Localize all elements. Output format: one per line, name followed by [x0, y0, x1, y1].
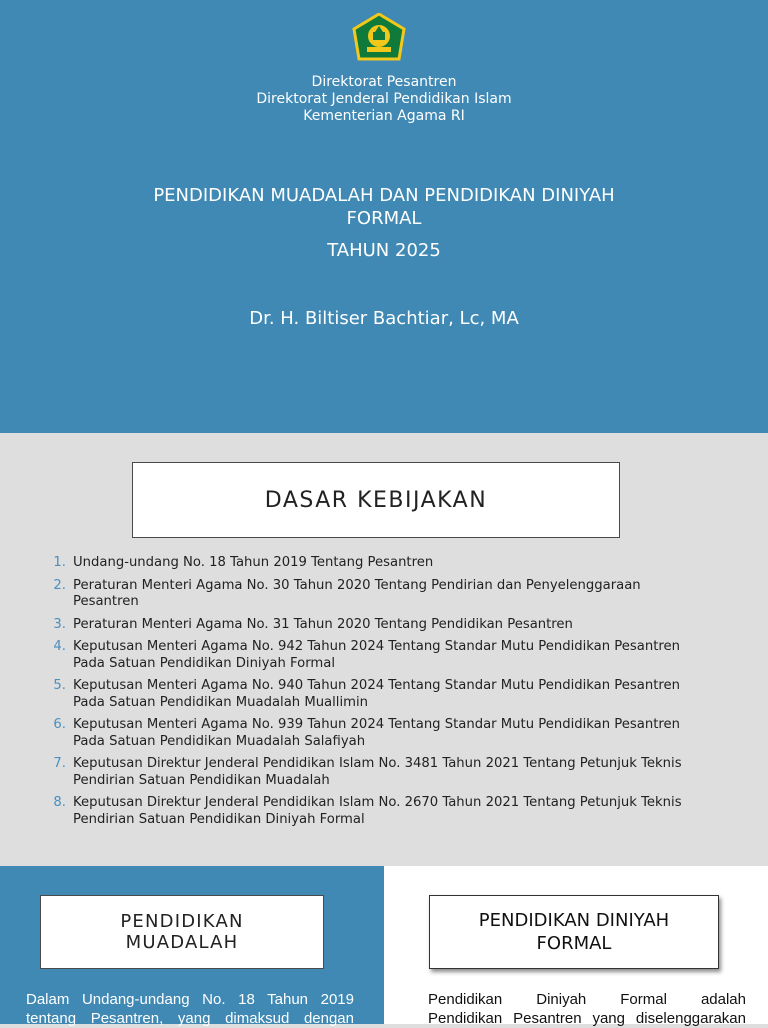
title-slide — [0, 0, 768, 433]
list-text-line: Keputusan Direktur Jenderal Pendidikan Islam No. 2670 Tahun 2021 Tentang Petunjuk Teknis — [73, 795, 682, 810]
list-text — [73, 578, 641, 611]
list-number: 1. — [53, 555, 66, 570]
list-text-line: Keputusan Menteri Agama No. 939 Tahun 2024 Tentang Standar Mutu Pendidikan Pesantren — [73, 717, 680, 732]
policy-list — [48, 555, 708, 834]
paragraph-line: Pendidikan Diniyah Formal adalah — [428, 991, 746, 1008]
list-text-line: Undang-undang No. 18 Tahun 2019 Tentang Pesantren — [73, 555, 434, 570]
list-number: 6. — [53, 717, 66, 732]
list-item — [48, 678, 708, 711]
policy-title-box — [132, 462, 620, 538]
list-item — [48, 717, 708, 750]
list-text-line: Keputusan Menteri Agama No. 940 Tahun 2024 Tentang Standar Mutu Pendidikan Pesantren — [73, 678, 680, 693]
paragraph-line: Pendidikan Pesantren yang diselenggarakan — [428, 1010, 746, 1027]
list-text-line: Pada Satuan Pendidikan Diniyah Formal — [73, 655, 335, 671]
list-text-line: Keputusan Menteri Agama No. 942 Tahun 2024 Tentang Standar Mutu Pendidikan Pesantren — [73, 639, 680, 654]
list-text — [73, 639, 680, 672]
list-item — [48, 639, 708, 672]
list-text-line: Pada Satuan Pendidikan Muadalah Salafiyah — [73, 733, 366, 749]
org-line-1: Direktorat Pesantren — [311, 74, 457, 90]
muadalah-title-line-1: PENDIDIKAN — [120, 911, 244, 932]
list-item — [48, 617, 708, 634]
diniyah-paragraph — [428, 990, 746, 1028]
author-name: Dr. H. Biltiser Bachtiar, Lc, MA — [249, 308, 519, 329]
kemenag-emblem-icon — [352, 13, 406, 63]
policy-title: DASAR KEBIJAKAN — [264, 487, 488, 513]
slide-title-line-1: PENDIDIKAN MUADALAH DAN PENDIDIKAN DINIYAH — [153, 185, 615, 206]
list-text-line: Pendirian Satuan Pendidikan Diniyah Formal — [73, 811, 365, 827]
list-text — [73, 795, 682, 828]
diniyah-title-box — [429, 895, 719, 969]
list-number: 8. — [53, 795, 66, 810]
list-item — [48, 578, 708, 611]
list-number: 7. — [53, 756, 66, 771]
list-text — [73, 717, 680, 750]
paragraph-line: tentang Pesantren, yang dimaksud dengan — [26, 1010, 354, 1027]
list-item — [48, 756, 708, 789]
list-text — [73, 678, 680, 711]
list-item — [48, 795, 708, 828]
list-text-line: Pendirian Satuan Pendidikan Muadalah — [73, 772, 330, 788]
policy-slide — [0, 433, 768, 866]
slide-title-line-2: FORMAL — [346, 208, 422, 229]
list-text-line: Keputusan Direktur Jenderal Pendidikan Islam No. 3481 Tahun 2021 Tentang Petunjuk Teknis — [73, 756, 682, 771]
list-text — [73, 617, 573, 634]
muadalah-title-box — [40, 895, 324, 969]
slide-title-year: TAHUN 2025 — [327, 240, 441, 261]
list-text-line: Pesantren — [73, 594, 139, 609]
muadalah-paragraph — [26, 990, 354, 1028]
muadalah-slide — [0, 866, 384, 1027]
list-text — [73, 756, 682, 789]
list-text-line: Peraturan Menteri Agama No. 30 Tahun 2020 Tentang Pendirian dan Penyelenggaraan — [73, 577, 641, 593]
diniyah-slide — [384, 866, 768, 1027]
list-text-line: Peraturan Menteri Agama No. 31 Tahun 2020 Tentang Pendidikan Pesantren — [73, 616, 573, 632]
paragraph-line: Dalam Undang-undang No. 18 Tahun 2019 — [26, 991, 354, 1008]
org-line-2: Direktorat Jenderal Pendidikan Islam — [256, 91, 512, 107]
list-item — [48, 555, 708, 572]
list-text — [73, 555, 433, 572]
diniyah-title-line-2: FORMAL — [536, 933, 612, 954]
list-number: 5. — [53, 678, 66, 693]
list-number: 3. — [53, 616, 66, 632]
list-number: 4. — [53, 639, 66, 654]
diniyah-title-line-1: PENDIDIKAN DINIYAH — [478, 910, 670, 931]
list-number: 2. — [53, 577, 66, 593]
muadalah-title-line-2: MUADALAH — [125, 932, 239, 953]
list-text-line: Pada Satuan Pendidikan Muadalah Muallimin — [73, 694, 368, 710]
org-line-3: Kementerian Agama RI — [303, 108, 465, 124]
